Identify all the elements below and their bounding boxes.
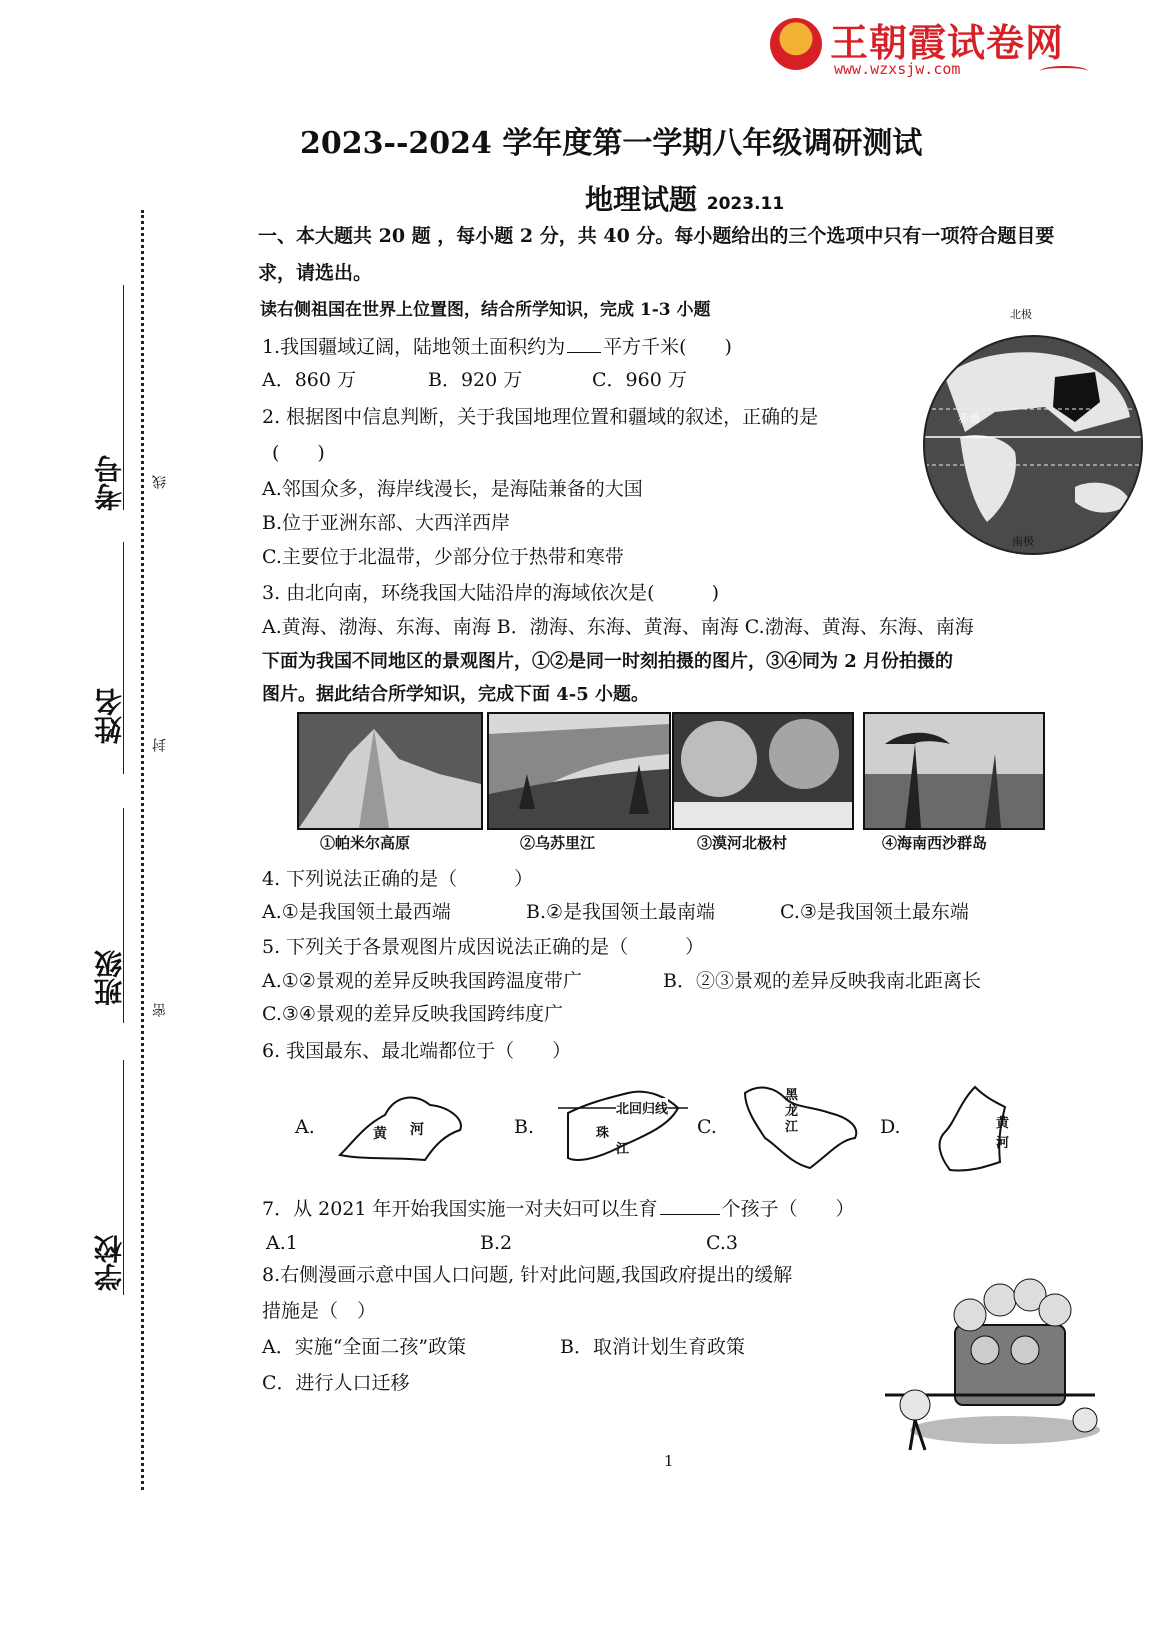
q8-stem-line1: 8.右侧漫画示意中国人口问题, 针对此问题,我国政府提出的缓解 bbox=[262, 1264, 793, 1286]
q1-stem: 1.我国疆域辽阔，陆地领土面积约为 平方千米( ) bbox=[262, 336, 732, 358]
q2-option-b: B.位于亚洲东部、大西洋西岸 bbox=[262, 512, 511, 534]
q6-b-label: 江 bbox=[616, 1142, 630, 1157]
population-cartoon-image bbox=[885, 1255, 1105, 1455]
side-field-label: 考号 bbox=[93, 455, 126, 511]
exam-subtitle bbox=[585, 178, 784, 218]
intro-4-5-line1: 下面为我国不同地区的景观图片，①②是同一时刻拍摄的图片，③④同为 2 月份拍摄的 bbox=[262, 651, 954, 672]
q7-option-c: C.3 bbox=[706, 1232, 738, 1254]
q3-options: A.黄海、渤海、东海、南海 B．渤海、东海、黄海、南海 C.渤海、黄海、东海、南海 bbox=[262, 616, 974, 638]
q6-map-d bbox=[930, 1082, 1020, 1177]
q6-b-tropic-label: 北回归线 bbox=[616, 1098, 668, 1117]
site-logo bbox=[770, 12, 1090, 78]
photo-caption-3: ③漠河北极村 bbox=[697, 834, 788, 852]
q6-option-b-letter: B. bbox=[514, 1116, 535, 1138]
binding-dotted-line bbox=[141, 210, 144, 1490]
palm-beach-icon bbox=[865, 714, 1043, 828]
q4-option-c: C.③是我国领土最东端 bbox=[780, 901, 969, 923]
page-number: 1 bbox=[664, 1452, 674, 1470]
q8-option-b: B．取消计划生育政策 bbox=[560, 1336, 745, 1358]
photo-pamir-plateau bbox=[297, 712, 483, 830]
section-instruction-line1: 一、本大题共 20 题 ，每小题 2 分，共 40 分。每小题给出的三个选项中只有一项符合题目要 bbox=[258, 225, 1055, 247]
q6-b-label: 珠 bbox=[596, 1126, 610, 1141]
logo-emblem-icon bbox=[770, 18, 822, 70]
photo-caption-2: ②乌苏里江 bbox=[520, 834, 596, 852]
q5-option-b: B．②③景观的差异反映我南北距离长 bbox=[663, 970, 981, 992]
intro-4-5-line2: 图片。据此结合所学知识，完成下面 4-5 小题。 bbox=[262, 684, 650, 705]
q6-stem: 6. 我国最东、最北端都位于（ ） bbox=[262, 1040, 572, 1062]
exam-date: 2023.11 bbox=[706, 194, 785, 214]
logo-url: www.wzxsjw.com bbox=[834, 60, 961, 78]
q8-option-a: A．实施“全面二孩”政策 bbox=[262, 1336, 467, 1358]
overloaded-person-cartoon-icon bbox=[885, 1255, 1105, 1455]
globe-label-equator: 赤道 bbox=[958, 412, 980, 425]
q6-d-label: 黄 bbox=[996, 1116, 1010, 1131]
photo-wusuli-river bbox=[487, 712, 671, 830]
q4-option-b: B.②是我国领土最南端 bbox=[526, 901, 716, 923]
river-icon bbox=[489, 714, 669, 828]
exam-title: 2023--2024 学年度第一学期八年级调研测试 bbox=[300, 126, 923, 161]
q8-option-c: C．进行人口迁移 bbox=[262, 1372, 410, 1394]
q6-option-d-letter: D. bbox=[880, 1116, 901, 1138]
q6-a-label: 黄 bbox=[373, 1126, 387, 1142]
side-mark-mi: 密 bbox=[152, 1003, 168, 1017]
logo-wave-icon bbox=[1040, 66, 1088, 76]
q5-option-a: A.①②景观的差异反映我国跨温度带广 bbox=[262, 970, 582, 992]
globe-map-icon bbox=[925, 337, 1141, 553]
q7-option-b: B.2 bbox=[480, 1232, 513, 1254]
globe-label-south: 南极 bbox=[1012, 535, 1034, 548]
photo-mohe-village bbox=[672, 712, 854, 830]
q5-stem: 5. 下列关于各景观图片成因说法正确的是（ ） bbox=[262, 936, 705, 958]
side-field-label: 班级 bbox=[93, 950, 126, 1006]
q2-option-c: C.主要位于北温带，少部分位于热带和寒带 bbox=[262, 546, 624, 568]
q6-d-label: 河 bbox=[996, 1136, 1010, 1151]
q1-option-c: C．960 万 bbox=[592, 369, 687, 391]
section-instruction-line2: 求，请选出。 bbox=[258, 262, 373, 284]
q6-option-a-letter: A. bbox=[295, 1116, 315, 1138]
answer-blank[interactable] bbox=[660, 1196, 720, 1215]
q2-option-a: A.邻国众多，海岸线漫长，是海陆兼备的大国 bbox=[262, 478, 643, 500]
globe-label-north: 北极 bbox=[1010, 308, 1032, 321]
q4-stem: 4. 下列说法正确的是（ ） bbox=[262, 868, 534, 890]
q6-c-label: 江 bbox=[785, 1120, 799, 1135]
q4-option-a: A.①是我国领土最西端 bbox=[262, 901, 451, 923]
q6-map-a bbox=[335, 1085, 475, 1165]
globe-image bbox=[923, 335, 1143, 555]
snow-forest-icon bbox=[674, 714, 852, 828]
shandong-outline-icon bbox=[335, 1085, 475, 1165]
q1-option-a: A．860 万 bbox=[262, 369, 357, 391]
q8-stem-line2: 措施是（ ） bbox=[262, 1300, 377, 1322]
answer-blank[interactable] bbox=[567, 334, 601, 353]
q3-stem: 3. 由北向南，环绕我国大陆沿岸的海域依次是( ) bbox=[262, 582, 719, 604]
q6-c-label: 龙 bbox=[785, 1104, 799, 1119]
q1-option-b: B．920 万 bbox=[428, 369, 523, 391]
q7-option-a: A.1 bbox=[266, 1232, 298, 1254]
q6-map-b bbox=[558, 1078, 688, 1168]
side-field-line bbox=[123, 285, 124, 510]
side-mark-feng: 封 bbox=[152, 738, 168, 752]
intro-1-3: 读右侧祖国在世界上位置图，结合所学知识，完成 1-3 小题 bbox=[260, 300, 711, 320]
side-field-line bbox=[123, 542, 124, 774]
q2-stem: 2. 根据图中信息判断，关于我国地理位置和疆域的叙述，正确的是 bbox=[262, 406, 819, 428]
side-field-line bbox=[123, 1060, 124, 1295]
side-field-label: 学校 bbox=[93, 1235, 126, 1291]
photo-caption-4: ④海南西沙群岛 bbox=[882, 834, 988, 852]
subject-title: 地理试题 bbox=[585, 183, 698, 216]
side-field-label: 姓名 bbox=[93, 688, 126, 744]
photo-xisha-islands bbox=[863, 712, 1045, 830]
logo-name: 王朝霞试卷网 bbox=[830, 21, 1065, 65]
photo-caption-1: ①帕米尔高原 bbox=[320, 834, 411, 852]
q6-c-label: 黑 bbox=[785, 1088, 799, 1103]
q5-option-c: C.③④景观的差异反映我国跨纬度广 bbox=[262, 1003, 563, 1025]
mountain-icon bbox=[299, 714, 481, 828]
heilongjiang-outline-icon bbox=[740, 1078, 870, 1173]
side-mark-xian: 线 bbox=[152, 475, 168, 489]
q6-option-c-letter: C. bbox=[697, 1116, 717, 1138]
q6-a-label: 河 bbox=[410, 1122, 424, 1138]
q7-stem: 7．从 2021 年开始我国实施一对夫妇可以生育 个孩子（ ） bbox=[262, 1198, 855, 1220]
side-field-line bbox=[123, 808, 124, 1023]
q6-map-c bbox=[740, 1078, 870, 1173]
q2-paren: ( ) bbox=[272, 442, 325, 464]
